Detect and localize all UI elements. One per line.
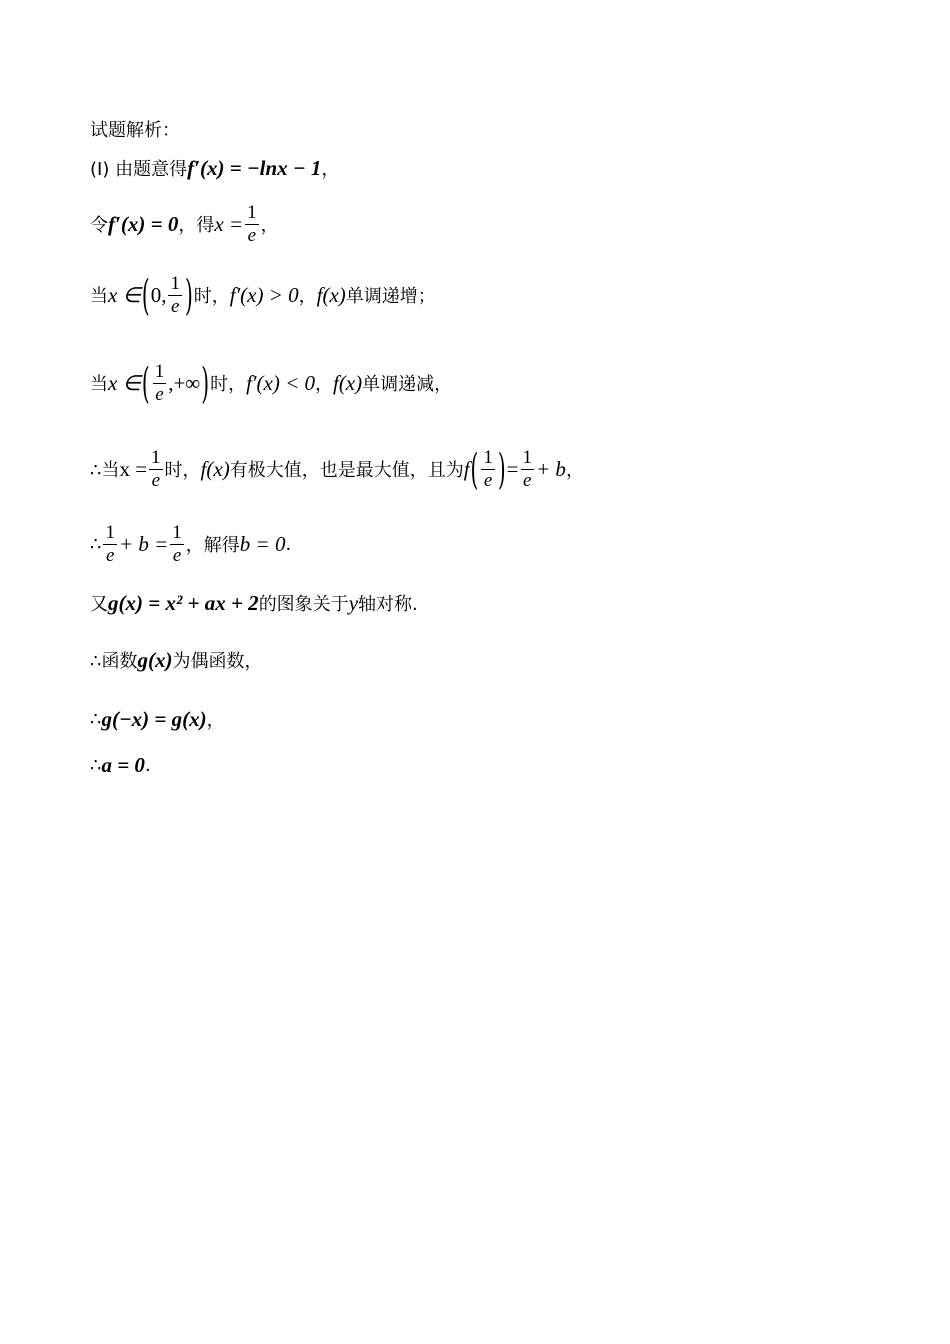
line-8 <box>90 647 262 673</box>
text: 为偶函数， <box>172 651 263 672</box>
fraction <box>153 362 167 405</box>
text: 单调递减， <box>362 374 453 396</box>
line-10 <box>90 753 151 778</box>
denominator: e <box>172 544 182 566</box>
math: x ∈ <box>108 282 141 307</box>
math: ,+∞ <box>168 370 201 395</box>
line-9 <box>90 706 225 732</box>
fraction <box>168 274 182 317</box>
right-paren: ) <box>497 444 506 495</box>
numerator: 1 <box>154 361 165 382</box>
fraction <box>245 203 259 246</box>
math: f′(x) < 0 <box>246 370 315 395</box>
text: 当 <box>90 286 108 308</box>
math: g(x) = x² + ax + 2 <box>108 590 259 615</box>
numerator: 1 <box>105 522 115 543</box>
math: x ∈ <box>108 370 141 395</box>
numerator: 1 <box>170 273 180 294</box>
math: f(x) <box>200 456 230 481</box>
left-paren: ( <box>470 444 479 495</box>
line-6 <box>90 523 291 566</box>
fraction <box>170 523 184 566</box>
math: x = <box>119 456 148 481</box>
text: 单调递增； <box>345 286 436 308</box>
text: ∴函数 <box>90 651 138 672</box>
math: = <box>506 456 519 481</box>
math: + b = <box>118 531 169 556</box>
text: ∴ <box>90 708 102 730</box>
numerator: 1 <box>151 447 161 468</box>
numerator: 1 <box>483 447 493 468</box>
text: 时， <box>210 374 247 396</box>
text: 的图象关于 <box>258 594 349 615</box>
left-paren: ( <box>141 358 150 409</box>
fraction <box>521 448 535 491</box>
math: f <box>463 456 470 481</box>
text: ， <box>260 215 279 237</box>
math: f(x) <box>332 370 363 395</box>
text: ， <box>298 286 317 308</box>
text: 令 <box>90 215 108 237</box>
line-2 <box>90 203 279 246</box>
text: ， <box>314 374 333 396</box>
math: f′(x) = 0 <box>108 211 179 236</box>
text: 有极大值，也是最大值，且为 <box>229 460 464 482</box>
line-7 <box>90 590 418 616</box>
fraction <box>481 448 495 491</box>
math: + b <box>536 456 566 481</box>
denominator: e <box>155 383 164 405</box>
text: 当 <box>90 374 108 396</box>
text: ∴当 <box>90 460 120 482</box>
math: b = 0 <box>239 531 286 556</box>
denominator: e <box>170 295 180 317</box>
denominator: e <box>523 469 532 491</box>
text: (Ⅰ) 由题意得 <box>90 159 188 180</box>
math: 0, <box>150 282 167 307</box>
text: 轴对称. <box>358 594 418 615</box>
text: ， <box>565 460 584 482</box>
math: f′(x) > 0 <box>229 282 299 307</box>
fraction <box>103 523 117 566</box>
text: 时， <box>164 460 201 482</box>
text: 时， <box>193 286 230 308</box>
line-1 <box>90 155 339 181</box>
right-paren: ) <box>201 358 210 409</box>
numerator: 1 <box>522 447 533 468</box>
text: ，得 <box>178 215 215 237</box>
text: ，解得 <box>185 535 240 557</box>
line-3 <box>90 270 436 321</box>
math: f(x) <box>316 282 346 307</box>
right-paren: ) <box>184 270 193 321</box>
text: . <box>285 533 292 555</box>
heading-text: 试题解析： <box>90 120 180 141</box>
heading <box>90 116 180 142</box>
denominator: e <box>483 469 493 491</box>
left-paren: ( <box>141 270 150 321</box>
text: . <box>144 755 151 776</box>
text: ∴ <box>90 755 102 776</box>
math: f′(x) = −lnx − 1 <box>187 155 322 180</box>
line-5 <box>90 444 584 495</box>
denominator: e <box>105 544 115 566</box>
line-4 <box>90 358 453 409</box>
math: g(x) <box>137 647 173 672</box>
math: x = <box>214 211 244 236</box>
fraction <box>149 448 163 491</box>
text: ， <box>321 159 340 180</box>
math: a = 0 <box>101 753 145 777</box>
math: y <box>348 590 359 615</box>
text: ， <box>206 710 225 731</box>
numerator: 1 <box>247 202 257 223</box>
text: ∴ <box>90 533 102 555</box>
numerator: 1 <box>172 522 182 543</box>
denominator: e <box>151 469 161 491</box>
text: 又 <box>90 594 108 615</box>
math: g(−x) = g(x) <box>101 706 207 731</box>
denominator: e <box>247 224 257 246</box>
